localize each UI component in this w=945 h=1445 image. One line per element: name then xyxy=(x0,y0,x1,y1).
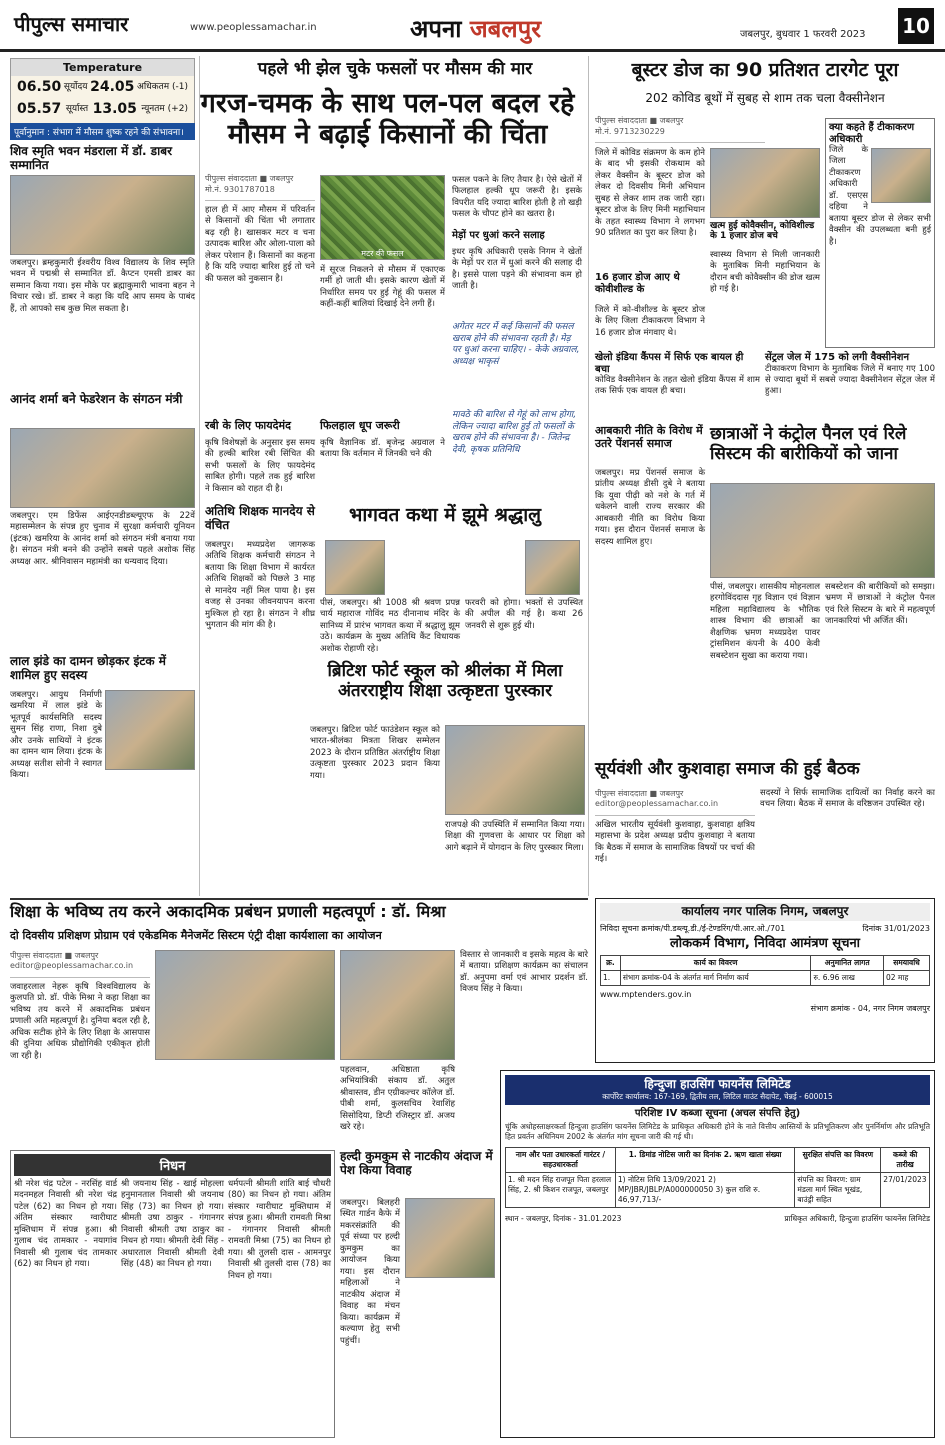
sunset-time: 05.57 xyxy=(17,101,62,117)
hinduja-col-1: नाम और पता उधारकर्ता गारंटर / सहउधारकर्ता xyxy=(506,1147,616,1172)
farm-kicker: पहले भी झेल चुके फसलों पर मौसम की मार xyxy=(257,59,533,79)
farm-quote-1: अगेतर मटर में कई किसानों की फसल खराब होने की संभावना रहती है। मेड़ पर धुआं करना चाहिए। - केके अग्रवाल, अध्यक्ष भाकृसं xyxy=(452,322,580,368)
tender-row-time: 02 माह xyxy=(884,970,930,985)
farm-subhead-1: रबी के लिए फायदेमंद xyxy=(205,419,291,432)
farm-headline: गरज-चमक के साथ पल-पल बदल रहे मौसम ने बढ़ाई किसानों की चिंता xyxy=(200,88,575,151)
obituary-columns xyxy=(14,1179,331,1282)
guest-teacher-body: जबलपुर। मध्यप्रदेश जागरूक अतिथि शिक्षक कर्मचारी संगठन ने बताया कि शिक्षा विभाग में कार्यरत अतिथि शिक्षकों को पिछले 3 माह से मानदेय नहीं मिल पाया है। इस वजह से उनका जीवनयापन करना मुश्किल हो रहा है। संगठन ने शीघ्र भुगतान की मांग की है। xyxy=(205,540,315,631)
british-fort-headline: ब्रिटिश फोर्ट स्कूल को श्रीलंका में मिला अंतरराष्ट्रीय शिक्षा उत्कृष्टता पुरस्कार xyxy=(327,661,563,701)
section-city: जबलपुर xyxy=(469,15,542,43)
officer-body: जिले के जिला टीकाकरण अधिकारी डॉ. एसएस दहिया ने बताया बूस्टर डोज से लेकर सभी वैक्सीन की उपलब्धता बनी हुई है। xyxy=(829,145,931,247)
khelo-body: कोविड वैक्सीनेशन के तहत खेलो इंडिया कैंपस में शाम तक सिर्फ एक वायल ही बचा। xyxy=(595,375,760,397)
tender-col-work: कार्य का विवरण xyxy=(620,955,811,970)
tender-footer: संभाग क्रमांक - 04, नगर निगम जबलपुर xyxy=(810,1003,930,1013)
mishra-byline xyxy=(10,950,150,978)
bhagwat-headline: भागवत कथा में झूमे श्रद्धालु xyxy=(348,504,541,526)
column-divider-2 xyxy=(588,56,589,896)
farm-mobile: मो.नं. 9301787018 xyxy=(205,185,275,194)
masthead xyxy=(0,0,945,52)
farm-photo-caption: मटर की फसल xyxy=(361,249,404,258)
farm-body-1: हाल ही में आए मौसम में परिवर्तन से किसानों की चिंता भी लगातार बढ़ रही है। खासकर मटर व चना उत्पादक बारिश और ओला-पाला को लेकर परेशान हैं। किसानों का कहना है कि यदि ज्यादा बारिश हुई तो चने की फसल को नुकसान है। xyxy=(205,205,315,284)
section-title xyxy=(410,12,541,45)
booster-byline xyxy=(595,115,765,143)
hinduja-row-property: संपत्ति का विवरण: ग्राम मंडला मार्ग स्थित भूखंड, बाउंड्री सहित xyxy=(795,1172,881,1207)
obituary-box xyxy=(10,1150,335,1438)
farm-advice-head: मेड़ों पर धुआं करने सलाह xyxy=(452,230,545,241)
officer-head: क्या कहते हैं टीकाकरण अधिकारी xyxy=(829,122,915,145)
samaj-body: अखिल भारतीय सूर्यवंशी कुशवाहा, कुशवाहा क्षत्रिय महासभा के प्रदेश अध्यक्ष प्रदीप कुशवाहा ने बताया कि बैठक में समाज के सामाजिक विषयों पर चर्चा की गई। xyxy=(595,820,755,865)
story1-headline: शिव स्मृति भवन मंडराला में डॉ. डाबर सम्मानित xyxy=(10,144,172,172)
bhagwat-photo-1 xyxy=(325,540,385,595)
samaj-body-2: सदस्यों ने सिर्फ सामाजिक दायित्वों का निर्वाह करने का वचन लिया। बैठक में समाज के वरिष्ठजन उपस्थित रहे। xyxy=(760,788,935,810)
website-url: www.peoplessamachar.in xyxy=(190,22,317,33)
tender-table xyxy=(600,955,930,986)
booster-subhead: 202 कोविड बूथों में सुबह से शाम तक चला वैक्सीनेशन xyxy=(645,91,885,105)
hinduja-col-4: कब्जे की तारीख xyxy=(881,1147,930,1172)
booster-photo-caption: खत्म हुई कोवैक्सीन, कोविशील्ड के 1 हजार डोज बचे xyxy=(710,221,815,242)
obituary-col-2: श्री जयनाथ सिंह - खाई मोहल्ला हनुमानताल निवासी श्री जयनाथ सिंह (73) का निधन हो गया। श्रीमती उषा ठाकुर - गंगानगर निवासी श्रीमती उषा ठाकुर का निधन हो गया। श्रीमती देवी सिंह - अधारताल निवासी श्रीमती देवी सिंह (48) का निधन हो गया। xyxy=(121,1179,224,1270)
hinduja-header xyxy=(505,1075,930,1105)
british-fort-body: जबलपुर। ब्रिटिश फोर्ट फाउंडेशन स्कूल को भारत-श्रीलंका मित्रता शिखर सम्मेलन 2023 के दौरान प्रतिष्ठित अंतर्राष्ट्रीय शिक्षा उत्कृष्टता पुरस्कार 2023 प्रदान किया गया। xyxy=(310,725,440,781)
farm-quote-2: मावठे की बारिश से गेहूं को लाभ होगा, लेकिन ज्यादा बारिश हुई तो फसलों के खराब होने की संभावना है। - जितेन्द्र देवी, कृषक प्रतिनिधि xyxy=(452,410,577,456)
min-label: न्यूनतम (+2) xyxy=(141,104,188,114)
story2-photo xyxy=(10,428,195,508)
newspaper-brand: पीपुल्स समाचार xyxy=(14,12,129,36)
tender-col-cost: अनुमानित लागत xyxy=(811,955,884,970)
haldi-photo xyxy=(405,1198,495,1278)
control-panel-body: पीसं, जबलपुर। शासकीय मोहनलाल हरगोविंददास गृह विज्ञान एवं विज्ञान महिला महाविद्यालय के भौतिक शास्त्र विभाग की छात्राओं का शैक्षणिक भ्रमण मध्यप्रदेश पावर ट्रांसमिशन कंपनी के 400 केवी सबस्टेशन सुखा का कराया गया। xyxy=(710,582,820,661)
samaj-reporter: पीपुल्स संवाददाता ■ जबलपुर xyxy=(595,789,684,798)
control-panel-headline: छात्राओं ने कंट्रोल पैनल एवं रिले सिस्टम की बारीकियों को जाना xyxy=(710,424,907,464)
haldi-body: जबलपुर। बिलहरी स्थित गार्डन कैफे में मकरसंक्रांति की पूर्व संध्या पर हल्दी कुमकुम का आयोजन किया गया। इस दौरान महिलाओं ने नाटकीय अंदाज में विवाह का मंचन किया। कार्यक्रम में कल्याण हेतु सभी पहुंचीं। xyxy=(340,1198,400,1346)
mishra-photo-1 xyxy=(155,950,335,1060)
tender-notice xyxy=(595,898,935,1063)
tender-row-cost: रु. 6.96 लाख xyxy=(811,970,884,985)
obituary-col-1: श्री नरेश चंद्र पटेल - नरसिंह वार्ड मदनमहल निवासी श्री नरेश चंद्र पटेल (62) का निधन हो गया। अंतिम संस्कार ग्वारीघाट मुक्तिधाम में संपन्न हुआ। श्री गुलाब चंद तामकार - नयागांव निवासी श्री गुलाब चंद तामकार (62) का निधन हो गया। xyxy=(14,1179,117,1270)
mishra-email: editor@peoplessamachar.co.in xyxy=(10,961,134,970)
weather-row-sunset xyxy=(11,98,194,120)
hinduja-company: हिन्दुजा हाउसिंग फायनेंस लिमिटेड xyxy=(644,1077,791,1091)
hinduja-body: चूंकि अधोहस्ताक्षरकर्ता हिन्दुजा हाउसिंग फायनेंस लिमिटेड के प्राधिकृत अधिकारी होने के नाते वित्तीय आस्तियों के प्रतिभूतिकरण और पुनर्निर्माण और प्रतिभूति हित प्रवर्तन अधिनियम 2002 के अंतर्गत मांग सूचना जारी की गई थी। xyxy=(505,1122,930,1142)
british-fort-body-2: राजपक्षे की उपस्थिति में सम्मानित किया गया। शिक्षा की गुणवत्ता के आधार पर शिक्षा को आगे बढ़ाने में योगदान के लिए पुरस्कार मिला। xyxy=(445,820,585,853)
british-fort-photo xyxy=(445,725,585,815)
booster-headline: बूस्टर डोज का 90 प्रतिशत टारगेट पूरा xyxy=(631,59,899,81)
mishra-body-2: पहलवान, अधिष्ठाता कृषि अभियांत्रिकी संकाय डॉ. अतुल श्रीवास्तव, डीन एग्रीकल्चर कॉलेज डॉ. पीबी शर्मा, कुलसचिव रेवाशिंह सिसोदिया, डिप्टी रजिस्ट्रार डॉ. अजय खरे रहे। xyxy=(340,1065,455,1133)
weather-forecast: पूर्वानुमान : संभाग में मौसम शुष्क रहने की संभावना। xyxy=(10,123,195,140)
story3-body: जबलपुर। आयुध निर्माणी खमरिया में लाल झंडे के भूतपूर्व कार्यसमिति सदस्य सुमन सिंह राणा, निशा दुबे और उनके साथियों ने इंटक का दामन थाम लिया। इंटक के अध्यक्ष सतीश सोनी ने स्वागत किया। xyxy=(10,690,102,781)
mishra-headline: शिक्षा के भविष्य तय करने अकादमिक प्रबंधन प्रणाली महत्वपूर्ण : डॉ. मिश्रा xyxy=(10,902,446,921)
story2-body: जबलपुर। एम डिफेंस आईएनडीडब्ल्यूएफ के 22वें महासम्मेलन के संपन्न हुए चुनाव में सुरक्षा कर्मचारी यूनियन (इंटक) खमरिया के आनंद शर्मा को संगठन मंत्री बनाया गया है। संगठन मंत्री बनने की उन्होंने सबसे पहले अशोक सिंह अध्यक्ष आर. श्रीनिवासन महामंत्री का धन्यवाद दिया। xyxy=(10,511,195,567)
hinduja-place-date: स्थान - जबलपुर, दिनांक - 31.01.2023 xyxy=(505,1213,622,1223)
farm-reporter: पीपुल्स संवाददाता ■ जबलपुर xyxy=(205,174,294,183)
haldi-headline: हल्दी कुमकुम से नाटकीय अंदाज में पेश किया विवाह xyxy=(340,1149,493,1177)
khelo-box xyxy=(595,352,760,422)
hinduja-table xyxy=(505,1147,930,1208)
tender-col-no: क्र. xyxy=(601,955,621,970)
hinduja-address: कार्पोरेट कार्यालय: 167-169, द्वितीय तल, लिटिल माउंट सैदापेट, चेन्नई - 600015 xyxy=(602,1091,833,1101)
dateline: जबलपुर, बुधवार 1 फरवरी 2023 xyxy=(740,29,866,40)
farm-byline xyxy=(205,173,315,201)
bhagwat-photo-2 xyxy=(525,540,580,595)
hinduja-table-header xyxy=(506,1147,930,1172)
tender-site[interactable]: www.mptenders.gov.in xyxy=(600,989,692,999)
samaj-headline: सूर्यवंशी और कुशवाहा समाज की हुई बैठक xyxy=(595,759,860,779)
mishra-reporter: पीपुल्स संवाददाता ■ जबलपुर xyxy=(10,951,99,960)
story3-headline: लाल झंडे का दामन छोड़कर इंटक में शामिल हुए सदस्य xyxy=(10,654,166,682)
booster-photo xyxy=(710,148,820,218)
story2-headline: आनंद शर्मा बने फेडरेशन के संगठन मंत्री xyxy=(10,392,183,406)
tender-date: दिनांक 31/01/2023 xyxy=(862,923,930,933)
sunrise-label: सूर्योदय xyxy=(63,82,88,92)
mishra-body: जवाहरलाल नेहरू कृषि विश्वविद्यालय के कुलपति प्रो. डॉ. पीके मिश्रा ने कहा शिक्षा का भविष्य तय करने में अकादमिक प्रबंधन प्रणाली अति महत्वपूर्ण है। दुनिया बदल रही है, अधिक सटीक होने के लिए शिक्षा के आसपास की दुनिया अधिक प्रौद्योगिकी एकीकृत होती जा रही है। xyxy=(10,982,150,1061)
story3-photo xyxy=(105,690,195,770)
tender-ref-row xyxy=(600,923,930,934)
page-number: 10 xyxy=(898,8,934,44)
column-divider xyxy=(199,56,200,896)
section-rule xyxy=(10,898,588,900)
hinduja-sign: प्राधिकृत अधिकारी, हिन्दुजा हाउसिंग फायनेंस लिमिटेड xyxy=(784,1213,930,1223)
tender-office: कार्यालय नगर पालिक निगम, जबलपुर xyxy=(600,903,930,921)
hinduja-col-2: 1. डिमांड नोटिस जारी का दिनांक 2. ऋण खाता संख्या xyxy=(615,1147,794,1172)
sunset-label: सूर्यास्त xyxy=(65,104,89,114)
control-panel-photo xyxy=(710,483,935,578)
jail-head: सेंट्रल जेल में 175 को लगी वैक्सीनेशन xyxy=(765,352,909,363)
min-temp: 13.05 xyxy=(92,101,137,117)
farm-photo xyxy=(320,175,445,260)
hinduja-ad xyxy=(500,1070,935,1438)
tender-ref: निविदा सूचना क्रमांक/पी.डब्ल्यू.डी./ई-टेण्डरिंग/पी.आर.ओ./701 xyxy=(600,923,786,933)
obituary-col-3: धर्मपत्नी श्रीमती शांति बाई चौधरी (80) का निधन हो गया। अंतिम संस्कार ग्वारीघाट मुक्तिधाम में संपन्न हुआ। श्रीमती रामवती मिश्रा - गंगानगर निवासी श्रीमती रामवती मिश्रा (75) का निधन हो गया। श्री तुलसी दास - आमनपुर निवासी श्री तुलसी दास (78) का निधन हो गया। xyxy=(228,1179,331,1281)
mishra-body-3: विस्तार से जानकारी व इसके महत्व के बारे में बताया। प्रशिक्षण कार्यक्रम का संचालन डॉ. अनुपमा वर्मा एवं आभार प्रदर्शन डॉ. विजय सिंह ने किया। xyxy=(460,950,588,995)
tender-col-time: समयावधि xyxy=(884,955,930,970)
mishra-subhead: दो दिवसीय प्रशिक्षण प्रोग्राम एवं एकेडमिक मैनेजमेंट सिस्टम एंट्री दीक्षा कार्यशाला का आयोजन xyxy=(10,929,382,942)
booster-sub: 16 हजार डोज आए थे कोवीशील्ड के xyxy=(595,272,680,295)
hinduja-col-3: सुरक्षित संपत्ति का विवरण xyxy=(795,1147,881,1172)
booster-reporter: पीपुल्स संवाददाता ■ जबलपुर xyxy=(595,116,684,125)
obituary-title: निधन xyxy=(14,1154,331,1176)
khelo-head: खेलो इंडिया कैंपस में सिर्फ एक बायल ही बचा xyxy=(595,352,744,375)
officer-box xyxy=(825,118,935,348)
farm-body-5: फसल पकने के लिए तैयार है। ऐसे खेतों में फिलहाल हल्की धूप जरूरी है। इसके विपरीत यदि ज्यादा बारिश होती है तो खड़ी फसल के चौपट होने का खतरा है। xyxy=(452,175,582,220)
control-panel-body-2: सबस्टेशन की बारीकियों को समझा। भ्रमण में छात्राओं ने कंट्रोल पैनल एवं रिले सिस्टम के बारे में महत्वपूर्ण जानकारियां भी अर्जित कीं। xyxy=(825,582,935,627)
weather-row-sunrise xyxy=(11,76,194,98)
excise-headline: आबकारी नीति के विरोध में उतरे पेंशनर्स समाज xyxy=(595,424,703,450)
hinduja-row-notice: 1) नोटिस तिथि 13/09/2021 2) MP/JBR/JBLP/A000000050 3) कुल राशि रु. 46,97,713/- xyxy=(615,1172,794,1207)
max-temp: 24.05 xyxy=(90,79,135,95)
hinduja-row-borrower: 1. श्री मदन सिंह राजपूत पिता हरलाल सिंह, 2. श्री किशन राजपूत, जबलपुर xyxy=(506,1172,616,1207)
section-prefix: अपना xyxy=(410,15,462,43)
hinduja-row-date: 27/01/2023 xyxy=(881,1172,930,1207)
tender-title: लोककर्म विभाग, निविदा आमंत्रण सूचना xyxy=(669,935,861,951)
farm-subhead-2: फिलहाल धूप जरूरी xyxy=(320,419,400,432)
hinduja-footer xyxy=(505,1214,930,1224)
booster-photo-body: स्वास्थ्य विभाग से मिली जानकारी के मुताबिक मिनी महाभियान के दौरान बची कोवैक्सीन की डोज खत्म हो गई है। xyxy=(710,250,820,295)
bhagwat-body-2: फरवरी को होगा। भक्तों से उपस्थित की अपील की गई है। कथा 26 जनवरी से शुरू हुई थी। xyxy=(465,598,583,631)
story1-photo xyxy=(10,175,195,255)
booster-sub-body: जिले में को-वीशील्ड के बूस्टर डोज के लिए जिला टीकाकरण विभाग ने 16 हजार डोज मंगवाए थे। xyxy=(595,305,705,338)
jail-body: टीकाकरण विभाग के मुताबिक जिले में बनाए गए 100 से ज्यादा बूथों में सबसे ज्यादा वैक्सीनेशन सेंट्रल जेल में हुआ। xyxy=(765,363,935,397)
bhagwat-body: पीसं, जबलपुर। श्री 1008 श्री श्रवण प्रपन्न चार्य महाराज गोविंद मठ दीनानाथ मंदिर के सानिध्य में प्रारंभ भागवत कथा में श्रद्धालु झूम उठे। कार्यक्रम के मुख्य अतिथि कैंट विधायक अशोक रोहाणी रहे। xyxy=(320,598,460,654)
farm-advice-body: इधर कृषि अधिकारी एसके निगम ने खेतों के मेड़ों पर रात में धुआं करने की सलाह दी है। इससे पाला पड़ने की संभावना कम हो जाती है। xyxy=(452,247,582,292)
max-label: अधिकतम (-1) xyxy=(136,82,188,92)
mishra-photo-2 xyxy=(340,950,455,1060)
farm-body-4: कृषि वैज्ञानिक डॉ. बृजेन्द्र अग्रवाल ने बताया कि वर्तमान में जिनकी चने की xyxy=(320,438,445,460)
jail-box xyxy=(765,352,935,422)
officer-photo xyxy=(871,148,931,203)
samaj-email: editor@peoplessamachar.co.in xyxy=(595,799,719,808)
excise-body: जबलपुर। मप्र पेंशनर्स समाज के प्रांतीय अध्यक्ष डीसी दुबे ने बताया कि युवा पीढ़ी को नशे के गर्त में धकेलने वाली राज्य सरकार की आबकारी नीति का विरोध किया गया। इस दौरान पेंशनर्स समाज के सदस्य शामिल हुए। xyxy=(595,468,705,547)
hinduja-table-row xyxy=(506,1172,930,1207)
farm-body-2: कृषि विशेषज्ञों के अनुसार इस समय की हल्की बारिश रबी सिंचित की सभी फसलों के लिए फायदेमंद साबित होगी। पहले तक हुई बारिश ने किसान को राहत दी है। xyxy=(205,438,315,494)
story1-body: जबलपुर। ब्रम्हकुमारी ईश्वरीय विश्व विद्यालय के शिव स्मृति भवन में पद्मश्री से सम्मानित डॉ. कैप्टन एमसी डाबर का सम्मान किया गया। इस मौके पर ब्रह्माकुमारी भावना बहन ने विचार रखे। डॉ. डाबर ने कहा कि यदि आप समय के पाबंद हैं, तो आपको सब कुछ मिल सकता है। xyxy=(10,258,195,314)
hinduja-notice: परिशिष्ट IV कब्जा सूचना (अचल संपत्ति हेतु) xyxy=(634,1107,801,1119)
farm-body-3: में सूरज निकलने से मौसम में एकाएक गर्मी हो जाती थी। इसके कारण खेतों में निर्धारित समय पर हुई गेहूं की फसल में कहीं-कहीं बालियां दिखाई देने लगी हैं। xyxy=(320,265,445,310)
tender-row-work: संभाग क्रमांक-04 के अंतर्गत मार्ग निर्माण कार्य xyxy=(620,970,811,985)
guest-teacher-headline: अतिथि शिक्षक मानदेय से वंचित xyxy=(205,504,315,532)
booster-mobile: मो.नं. 9713230229 xyxy=(595,127,665,136)
sunrise-time: 06.50 xyxy=(17,79,62,95)
tender-table-header xyxy=(601,955,930,970)
tender-row-no: 1. xyxy=(601,970,621,985)
samaj-byline xyxy=(595,788,755,816)
booster-body: जिले में कोविड संक्रमण के कम होने के बाद भी इसकी रोकथाम को लेकर वैक्सीन के बूस्टर डोज को लेकर दो दिवसीय मिनी अभियान सुबह से लेकर शाम तक जारी रहा। बूस्टर डोज के लिए मिनी महाभियान के तहत स्वास्थ्य विभाग ने लगभग 90 प्रतिशत का पुरा कर लिया है। xyxy=(595,148,705,239)
tender-table-row xyxy=(601,970,930,985)
weather-title: Temperature xyxy=(11,59,194,76)
